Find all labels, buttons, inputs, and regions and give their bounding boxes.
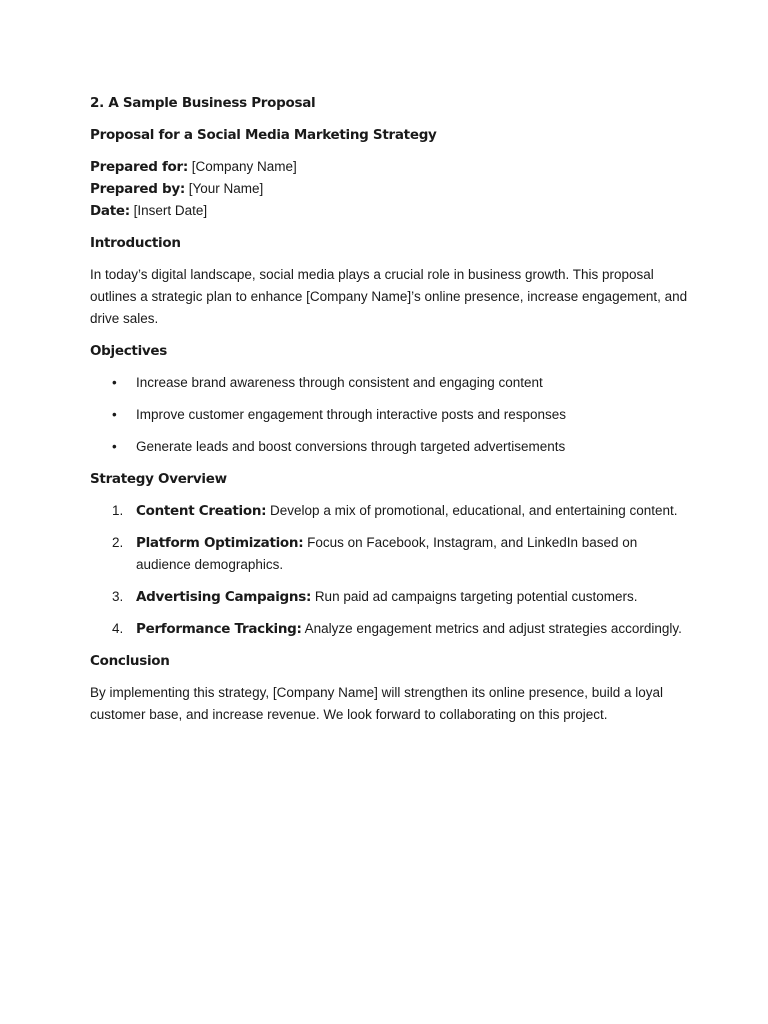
bullet-icon: • <box>112 407 117 422</box>
prepared-for-line <box>90 156 690 178</box>
proposal-title: Proposal for a Social Media Marketing Strategy <box>90 127 437 143</box>
prepared-by-line <box>90 178 690 200</box>
step-text: Focus on Facebook, Instagram, and LinkedIn based on audience demographics. <box>136 535 638 572</box>
date-value: [Insert Date] <box>133 203 208 218</box>
step-text: Run paid ad campaigns targeting potential customers. <box>314 589 638 604</box>
bullet-icon: • <box>112 375 117 390</box>
introduction-heading: Introduction <box>90 235 181 251</box>
strategy-list <box>90 500 690 640</box>
step-label: Advertising Campaigns: <box>136 589 312 605</box>
strategy-heading: Strategy Overview <box>90 471 227 487</box>
step-text: Analyze engagement metrics and adjust strategies accordingly. <box>304 621 682 636</box>
prepared-by-value: [Your Name] <box>188 181 264 196</box>
objectives-heading: Objectives <box>90 343 167 359</box>
step-number: 1. <box>112 503 124 518</box>
step-number: 4. <box>112 621 124 636</box>
objective-text: Increase brand awareness through consistent and engaging content <box>136 375 543 390</box>
step-text: Develop a mix of promotional, educational, and entertaining content. <box>270 503 678 518</box>
prepared-for-label: Prepared for: <box>90 159 188 175</box>
proposal-meta <box>90 156 690 222</box>
objective-text: Generate leads and boost conversions through targeted advertisements <box>136 439 566 454</box>
conclusion-body: By implementing this strategy, [Company Name] will strengthen its online presence, build a loyal customer base, and increase revenue. We look forward to collaborating on this project. <box>90 685 664 722</box>
objectives-list <box>90 372 690 458</box>
list-item <box>90 372 690 394</box>
list-item <box>90 618 690 640</box>
prepared-for-value: [Company Name] <box>191 159 297 174</box>
list-item <box>90 436 690 458</box>
step-label: Platform Optimization: <box>136 535 304 551</box>
section-title: 2. A Sample Business Proposal <box>90 95 316 111</box>
list-item <box>90 532 690 576</box>
step-label: Performance Tracking: <box>136 621 302 637</box>
step-number: 2. <box>112 535 124 550</box>
objective-text: Improve customer engagement through interactive posts and responses <box>136 407 566 422</box>
list-item <box>90 586 690 608</box>
conclusion-heading: Conclusion <box>90 653 170 669</box>
document-page <box>90 92 690 726</box>
date-line <box>90 200 690 222</box>
introduction-body: In today’s digital landscape, social media plays a crucial role in business growth. This proposal outlines a strategic plan to enhance [Company Name]’s online presence, increase engagement, and drive sales. <box>90 267 688 326</box>
prepared-by-label: Prepared by: <box>90 181 185 197</box>
step-label: Content Creation: <box>136 503 267 519</box>
list-item <box>90 404 690 426</box>
bullet-icon: • <box>112 439 117 454</box>
date-label: Date: <box>90 203 130 219</box>
list-item <box>90 500 690 522</box>
step-number: 3. <box>112 589 124 604</box>
